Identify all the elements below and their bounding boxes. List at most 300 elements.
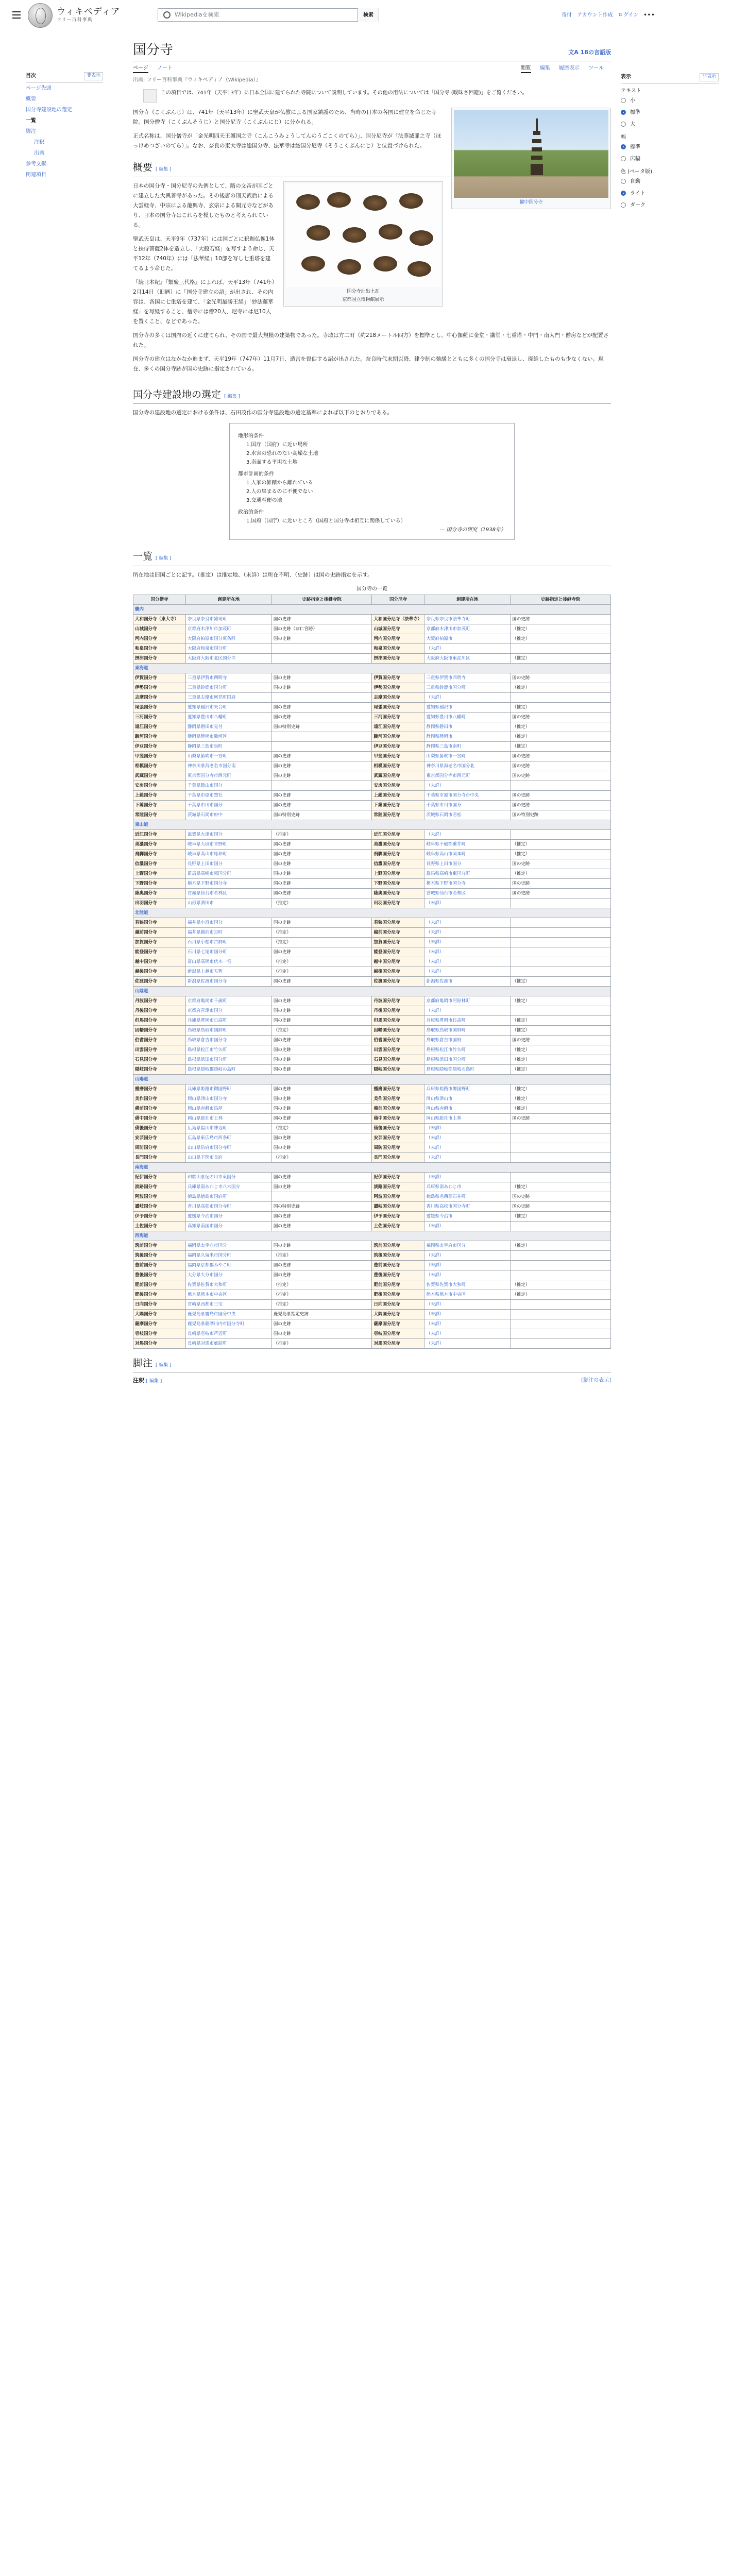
nunnery-cell[interactable]: 信濃国分尼寺 bbox=[372, 859, 424, 869]
location-cell[interactable]: 長野県上田市国分 bbox=[424, 859, 511, 869]
monastery-cell[interactable]: 相模国分寺 bbox=[133, 761, 186, 771]
nunnery-cell[interactable]: 摂津国分尼寺 bbox=[372, 653, 424, 663]
location-cell[interactable]: （未詳） bbox=[424, 1260, 511, 1270]
monastery-cell[interactable]: 日向国分寺 bbox=[133, 1299, 186, 1309]
monastery-cell[interactable]: 下総国分寺 bbox=[133, 800, 186, 810]
location-cell[interactable]: 茨城県石岡市若松 bbox=[424, 810, 511, 820]
nunnery-cell[interactable]: 佐渡国分尼寺 bbox=[372, 976, 424, 986]
nunnery-cell[interactable]: 越前国分尼寺 bbox=[372, 927, 424, 937]
nunnery-cell[interactable]: 但馬国分尼寺 bbox=[372, 1015, 424, 1025]
monastery-cell[interactable]: 越後国分寺 bbox=[133, 967, 186, 976]
region-name[interactable]: 南海道 bbox=[133, 1162, 611, 1172]
nunnery-cell[interactable]: 阿波国分尼寺 bbox=[372, 1192, 424, 1201]
location-cell[interactable]: 徳島県名西郡石井町 bbox=[424, 1192, 511, 1201]
location-cell[interactable]: 静岡県磐田市 bbox=[424, 722, 511, 732]
region-name[interactable]: 東海道 bbox=[133, 663, 611, 673]
monastery-cell[interactable]: 紀伊国分寺 bbox=[133, 1172, 186, 1182]
nunnery-cell[interactable]: 陸奥国分尼寺 bbox=[372, 888, 424, 898]
monastery-cell[interactable]: 飛騨国分寺 bbox=[133, 849, 186, 859]
location-cell[interactable]: 鹿児島県霧島市国分中央 bbox=[185, 1309, 271, 1319]
monastery-cell[interactable]: 近江国分寺 bbox=[133, 829, 186, 839]
monastery-cell[interactable]: 能登国分寺 bbox=[133, 947, 186, 957]
search-button[interactable]: 検索 bbox=[358, 8, 379, 22]
nunnery-cell[interactable]: 隠岐国分尼寺 bbox=[372, 1064, 424, 1074]
location-cell[interactable]: 石川県小松市古府町 bbox=[185, 937, 271, 947]
radio-option[interactable] bbox=[621, 141, 719, 153]
nunnery-cell[interactable]: 尾張国分尼寺 bbox=[372, 702, 424, 712]
location-cell[interactable]: 兵庫県姫路市御国野町 bbox=[424, 1084, 511, 1094]
nunnery-cell[interactable]: 備前国分尼寺 bbox=[372, 1104, 424, 1113]
location-cell[interactable]: 静岡県三島市泉町 bbox=[185, 741, 271, 751]
location-cell[interactable]: 山口県防府市国分寺町 bbox=[185, 1143, 271, 1153]
monastery-cell[interactable]: 甲斐国分寺 bbox=[133, 751, 186, 761]
monastery-cell[interactable]: 出羽国分寺 bbox=[133, 898, 186, 908]
location-cell[interactable]: 福井県小浜市国分 bbox=[185, 918, 271, 927]
nunnery-cell[interactable]: 石見国分尼寺 bbox=[372, 1055, 424, 1064]
location-cell[interactable]: 広島県福山市神辺町 bbox=[185, 1123, 271, 1133]
radio-option[interactable] bbox=[621, 153, 719, 165]
location-cell[interactable]: 千葉県市川市国分 bbox=[424, 800, 511, 810]
show-notes-toggle[interactable]: [脚注の表示] bbox=[581, 1378, 611, 1383]
location-cell[interactable]: （未詳） bbox=[424, 918, 511, 927]
location-cell[interactable]: 岐阜県不破郡垂井町 bbox=[424, 839, 511, 849]
location-cell[interactable]: 高知県南国市国分 bbox=[185, 1221, 271, 1231]
nunnery-cell[interactable]: 加賀国分尼寺 bbox=[372, 937, 424, 947]
location-cell[interactable]: （未詳） bbox=[424, 1172, 511, 1182]
nunnery-cell[interactable]: 周防国分尼寺 bbox=[372, 1143, 424, 1153]
location-cell[interactable]: 岡山県津山市 bbox=[424, 1094, 511, 1104]
monastery-cell[interactable]: 志摩国分寺 bbox=[133, 692, 186, 702]
location-cell[interactable]: 三重県志摩市阿児町国府 bbox=[185, 692, 271, 702]
location-cell[interactable]: （未詳） bbox=[424, 957, 511, 967]
create-account-link[interactable]: アカウント作成 bbox=[577, 12, 613, 18]
location-cell[interactable]: （未詳） bbox=[424, 1329, 511, 1338]
nunnery-cell[interactable]: 出羽国分尼寺 bbox=[372, 898, 424, 908]
radio-option[interactable] bbox=[621, 199, 719, 211]
radio-option[interactable] bbox=[621, 107, 719, 118]
nunnery-cell[interactable]: 下野国分尼寺 bbox=[372, 878, 424, 888]
location-cell[interactable]: 愛知県豊川市八幡町 bbox=[185, 712, 271, 722]
monastery-cell[interactable]: 備後国分寺 bbox=[133, 1123, 186, 1133]
location-cell[interactable]: 静岡県静岡市 bbox=[424, 732, 511, 741]
location-cell[interactable]: 大阪府和泉市国分町 bbox=[185, 643, 271, 653]
nunnery-cell[interactable]: 豊前国分尼寺 bbox=[372, 1260, 424, 1270]
nunnery-cell[interactable]: 安房国分尼寺 bbox=[372, 781, 424, 790]
nunnery-cell[interactable]: 三河国分尼寺 bbox=[372, 712, 424, 722]
location-cell[interactable]: 栃木県下野市国分寺 bbox=[185, 878, 271, 888]
monastery-cell[interactable]: 安芸国分寺 bbox=[133, 1133, 186, 1143]
location-cell[interactable]: 香川県高松市国分寺町 bbox=[185, 1201, 271, 1211]
location-cell[interactable]: 鳥取県倉吉市国府 bbox=[424, 1035, 511, 1045]
nunnery-cell[interactable]: 筑前国分尼寺 bbox=[372, 1241, 424, 1250]
nunnery-cell[interactable]: 長門国分尼寺 bbox=[372, 1153, 424, 1162]
radio-option[interactable] bbox=[621, 176, 719, 188]
location-cell[interactable]: 福岡県太宰府市国分 bbox=[424, 1241, 511, 1250]
location-cell[interactable]: 神奈川県海老名市国分南 bbox=[185, 761, 271, 771]
location-cell[interactable]: 徳島県徳島市国府町 bbox=[185, 1192, 271, 1201]
nunnery-cell[interactable]: 大隅国分尼寺 bbox=[372, 1309, 424, 1319]
location-cell[interactable]: 大分県大分市国分 bbox=[185, 1270, 271, 1280]
nunnery-cell[interactable]: 薩摩国分尼寺 bbox=[372, 1319, 424, 1329]
location-cell[interactable]: 富山県高岡市伏木一宮 bbox=[185, 957, 271, 967]
location-cell[interactable]: （未詳） bbox=[424, 692, 511, 702]
nunnery-cell[interactable]: 遠江国分尼寺 bbox=[372, 722, 424, 732]
login-link[interactable]: ログイン bbox=[618, 12, 639, 18]
nunnery-cell[interactable]: 美作国分尼寺 bbox=[372, 1094, 424, 1104]
location-cell[interactable]: 兵庫県姫路市御国野町 bbox=[185, 1084, 271, 1094]
monastery-cell[interactable]: 佐渡国分寺 bbox=[133, 976, 186, 986]
monastery-cell[interactable]: 土佐国分寺 bbox=[133, 1221, 186, 1231]
site-logo[interactable] bbox=[28, 3, 121, 28]
monastery-cell[interactable]: 上総国分寺 bbox=[133, 790, 186, 800]
location-cell[interactable]: 福岡県太宰府市国分 bbox=[185, 1241, 271, 1250]
location-cell[interactable]: 岡山県総社市上林 bbox=[424, 1113, 511, 1123]
location-cell[interactable]: 愛知県稲沢市 bbox=[424, 702, 511, 712]
location-cell[interactable]: 滋賀県大津市国分 bbox=[185, 829, 271, 839]
location-cell[interactable]: 山梨県笛吹市一宮町 bbox=[424, 751, 511, 761]
location-cell[interactable]: 山形県酒田市 bbox=[185, 898, 271, 908]
tab-history[interactable]: 履歴表示 bbox=[559, 65, 580, 71]
location-cell[interactable]: 兵庫県南あわじ市八木国分 bbox=[185, 1182, 271, 1192]
nunnery-cell[interactable]: 上総国分尼寺 bbox=[372, 790, 424, 800]
nunnery-cell[interactable]: 和泉国分尼寺 bbox=[372, 643, 424, 653]
location-cell[interactable]: 新潟県上越市五智 bbox=[185, 967, 271, 976]
edit-link[interactable]: [ 編集 ] bbox=[146, 1379, 162, 1384]
location-cell[interactable]: （未詳） bbox=[424, 1221, 511, 1231]
location-cell[interactable]: 宮崎県西都市三宅 bbox=[185, 1299, 271, 1309]
nunnery-cell[interactable]: 備中国分尼寺 bbox=[372, 1113, 424, 1123]
monastery-cell[interactable]: 伊賀国分寺 bbox=[133, 673, 186, 683]
location-cell[interactable]: （未詳） bbox=[424, 967, 511, 976]
tab-page[interactable]: ページ bbox=[133, 65, 148, 73]
location-cell[interactable]: 茨城県石岡市府中 bbox=[185, 810, 271, 820]
location-cell[interactable]: 京都府亀岡市千歳町 bbox=[185, 996, 271, 1006]
nunnery-cell[interactable]: 肥前国分尼寺 bbox=[372, 1280, 424, 1290]
location-cell[interactable]: 三重県鈴鹿市国分町 bbox=[185, 683, 271, 692]
location-cell[interactable]: （未詳） bbox=[424, 1299, 511, 1309]
tab-edit[interactable]: 編集 bbox=[539, 65, 550, 71]
location-cell[interactable]: （未詳） bbox=[424, 1270, 511, 1280]
region-name[interactable]: 山陰道 bbox=[133, 986, 611, 996]
toc-item[interactable]: 脚注 bbox=[26, 128, 36, 134]
language-button[interactable]: 文A 18の言語版 bbox=[568, 48, 611, 56]
location-cell[interactable]: （未詳） bbox=[424, 643, 511, 653]
edit-link[interactable]: [ 編集 ] bbox=[156, 1362, 172, 1368]
tab-read[interactable]: 閲覧 bbox=[521, 65, 531, 73]
location-cell[interactable]: 鳥取県鳥取市国府町 bbox=[424, 1025, 511, 1035]
location-cell[interactable]: 山梨県笛吹市一宮町 bbox=[185, 751, 271, 761]
nunnery-cell[interactable]: 伊予国分尼寺 bbox=[372, 1211, 424, 1221]
location-cell[interactable]: 岡山県赤磐市 bbox=[424, 1104, 511, 1113]
location-cell[interactable]: 岐阜県大垣市青野町 bbox=[185, 839, 271, 849]
nunnery-cell[interactable]: 肥後国分尼寺 bbox=[372, 1290, 424, 1299]
monastery-cell[interactable]: 出雲国分寺 bbox=[133, 1045, 186, 1055]
nunnery-cell[interactable]: 備後国分尼寺 bbox=[372, 1123, 424, 1133]
nunnery-cell[interactable]: 紀伊国分尼寺 bbox=[372, 1172, 424, 1182]
location-cell[interactable]: 静岡県磐田市見付 bbox=[185, 722, 271, 732]
nunnery-cell[interactable]: 淡路国分尼寺 bbox=[372, 1182, 424, 1192]
edit-link[interactable]: [ 編集 ] bbox=[156, 167, 172, 172]
monastery-cell[interactable]: 河内国分寺 bbox=[133, 634, 186, 643]
monastery-cell[interactable]: 越前国分寺 bbox=[133, 927, 186, 937]
nunnery-cell[interactable]: 伊賀国分尼寺 bbox=[372, 673, 424, 683]
location-cell[interactable]: （未詳） bbox=[424, 1338, 511, 1348]
location-cell[interactable]: 新潟県佐渡市 bbox=[424, 976, 511, 986]
location-cell[interactable]: 宮城県仙台市若林区 bbox=[424, 888, 511, 898]
location-cell[interactable]: 千葉県館山市国分 bbox=[185, 781, 271, 790]
monastery-cell[interactable]: 隠岐国分寺 bbox=[133, 1064, 186, 1074]
monastery-cell[interactable]: 備前国分寺 bbox=[133, 1104, 186, 1113]
nunnery-cell[interactable]: 伯耆国分尼寺 bbox=[372, 1035, 424, 1045]
location-cell[interactable]: 島根県松江市竹矢町 bbox=[185, 1045, 271, 1055]
nunnery-cell[interactable]: 下総国分尼寺 bbox=[372, 800, 424, 810]
location-cell[interactable]: 愛知県豊川市八幡町 bbox=[424, 712, 511, 722]
monastery-cell[interactable]: 播磨国分寺 bbox=[133, 1084, 186, 1094]
monastery-cell[interactable]: 駿河国分寺 bbox=[133, 732, 186, 741]
monastery-cell[interactable]: 薩摩国分寺 bbox=[133, 1319, 186, 1329]
edit-link[interactable]: [ 編集 ] bbox=[156, 556, 172, 561]
location-cell[interactable]: 三重県伊賀市西明寺 bbox=[185, 673, 271, 683]
nunnery-cell[interactable]: 上野国分尼寺 bbox=[372, 869, 424, 878]
region-name[interactable]: 北陸道 bbox=[133, 908, 611, 918]
tab-talk[interactable]: ノート bbox=[157, 65, 173, 71]
location-cell[interactable]: （未詳） bbox=[424, 781, 511, 790]
location-cell[interactable]: 三重県鈴鹿市国分町 bbox=[424, 683, 511, 692]
monastery-cell[interactable]: 伊勢国分寺 bbox=[133, 683, 186, 692]
location-cell[interactable]: 島根県松江市竹矢町 bbox=[424, 1045, 511, 1055]
toc-item[interactable]: 国分寺建設地の選定 bbox=[26, 107, 72, 113]
location-cell[interactable]: 佐賀県佐賀市大和町 bbox=[424, 1280, 511, 1290]
monastery-cell[interactable]: 因幡国分寺 bbox=[133, 1025, 186, 1035]
location-cell[interactable]: 長崎県壱岐市芦辺町 bbox=[185, 1329, 271, 1338]
location-cell[interactable]: 山口県下関市長府 bbox=[185, 1153, 271, 1162]
location-cell[interactable]: 岐阜県高山市総和町 bbox=[185, 849, 271, 859]
location-cell[interactable]: 東京都国分寺市西元町 bbox=[185, 771, 271, 781]
nunnery-cell[interactable]: 大和国分尼寺（法華寺） bbox=[372, 614, 424, 624]
location-cell[interactable]: 鹿児島県薩摩川内市国分寺町 bbox=[185, 1319, 271, 1329]
location-cell[interactable]: 香川県高松市国分寺町 bbox=[424, 1201, 511, 1211]
toc-hide-button[interactable]: 非表示 bbox=[84, 72, 103, 80]
monastery-cell[interactable]: 上野国分寺 bbox=[133, 869, 186, 878]
nunnery-cell[interactable]: 壱岐国分尼寺 bbox=[372, 1329, 424, 1338]
location-cell[interactable]: 岡山県津山市国分寺 bbox=[185, 1094, 271, 1104]
nunnery-cell[interactable]: 出雲国分尼寺 bbox=[372, 1045, 424, 1055]
location-cell[interactable]: 長崎県対馬市厳原町 bbox=[185, 1338, 271, 1348]
monastery-cell[interactable]: 下野国分寺 bbox=[133, 878, 186, 888]
monastery-cell[interactable]: 美作国分寺 bbox=[133, 1094, 186, 1104]
nunnery-cell[interactable]: 若狭国分尼寺 bbox=[372, 918, 424, 927]
region-name[interactable]: 山陽道 bbox=[133, 1074, 611, 1084]
monastery-cell[interactable]: 但馬国分寺 bbox=[133, 1015, 186, 1025]
nunnery-cell[interactable]: 安芸国分尼寺 bbox=[372, 1133, 424, 1143]
location-cell[interactable]: 千葉県市原市惣社 bbox=[185, 790, 271, 800]
region-name[interactable]: 西海道 bbox=[133, 1231, 611, 1241]
toc-item[interactable]: 出典 bbox=[34, 150, 44, 156]
nunnery-cell[interactable]: 丹後国分尼寺 bbox=[372, 1006, 424, 1015]
nunnery-cell[interactable]: 武蔵国分尼寺 bbox=[372, 771, 424, 781]
nunnery-cell[interactable]: 近江国分尼寺 bbox=[372, 829, 424, 839]
region-name[interactable]: 東山道 bbox=[133, 820, 611, 829]
monastery-cell[interactable]: 大和国分寺（東大寺） bbox=[133, 614, 186, 624]
location-cell[interactable]: （未詳） bbox=[424, 1309, 511, 1319]
location-cell[interactable]: 東京都国分寺市西元町 bbox=[424, 771, 511, 781]
location-cell[interactable]: 鳥取県倉吉市国分寺 bbox=[185, 1035, 271, 1045]
location-cell[interactable]: 京都府木津川市加茂町 bbox=[185, 624, 271, 634]
location-cell[interactable]: （未詳） bbox=[424, 1250, 511, 1260]
monastery-cell[interactable]: 備中国分寺 bbox=[133, 1113, 186, 1123]
monastery-cell[interactable]: 阿波国分寺 bbox=[133, 1192, 186, 1201]
roof-tiles-photo[interactable] bbox=[286, 184, 440, 287]
radio-option[interactable] bbox=[621, 188, 719, 199]
location-cell[interactable]: （未詳） bbox=[424, 1319, 511, 1329]
monastery-cell[interactable]: 豊前国分寺 bbox=[133, 1260, 186, 1270]
monastery-cell[interactable]: 長門国分寺 bbox=[133, 1153, 186, 1162]
toc-item[interactable]: 一覧 bbox=[26, 117, 36, 124]
monastery-cell[interactable]: 大隅国分寺 bbox=[133, 1309, 186, 1319]
toc-item[interactable]: ページ先頭 bbox=[26, 85, 52, 91]
monastery-cell[interactable]: 三河国分寺 bbox=[133, 712, 186, 722]
location-cell[interactable]: 熊本県熊本市中央区 bbox=[424, 1290, 511, 1299]
location-cell[interactable]: 和歌山県紀の川市東国分 bbox=[185, 1172, 271, 1182]
location-cell[interactable]: 静岡県静岡市駿河区 bbox=[185, 732, 271, 741]
toc-item[interactable]: 関連項目 bbox=[26, 172, 46, 178]
tab-tools[interactable]: ツール bbox=[588, 65, 604, 71]
search-input[interactable]: Wikipediaを検索 bbox=[175, 11, 219, 18]
location-cell[interactable]: 新潟県佐渡市国分寺 bbox=[185, 976, 271, 986]
radio-option[interactable] bbox=[621, 95, 719, 107]
location-cell[interactable]: （未詳） bbox=[424, 898, 511, 908]
monastery-cell[interactable]: 摂津国分寺 bbox=[133, 653, 186, 663]
location-cell[interactable]: 岡山県総社市上林 bbox=[185, 1113, 271, 1123]
nunnery-cell[interactable]: 筑後国分尼寺 bbox=[372, 1250, 424, 1260]
location-cell[interactable]: 神奈川県海老名市国分北 bbox=[424, 761, 511, 771]
location-cell[interactable]: 愛知県稲沢市矢合町 bbox=[185, 702, 271, 712]
location-cell[interactable]: 福岡県久留米市国分町 bbox=[185, 1250, 271, 1260]
nunnery-cell[interactable]: 越後国分尼寺 bbox=[372, 967, 424, 976]
nunnery-cell[interactable]: 常陸国分尼寺 bbox=[372, 810, 424, 820]
location-cell[interactable]: 大阪府柏原市 bbox=[424, 634, 511, 643]
nunnery-cell[interactable]: 讃岐国分尼寺 bbox=[372, 1201, 424, 1211]
location-cell[interactable]: （未詳） bbox=[424, 1006, 511, 1015]
location-cell[interactable]: 島根県隠岐郡隠岐の島町 bbox=[424, 1064, 511, 1074]
pagoda-photo[interactable] bbox=[454, 110, 608, 198]
nunnery-cell[interactable]: 駿河国分尼寺 bbox=[372, 732, 424, 741]
nunnery-cell[interactable]: 志摩国分尼寺 bbox=[372, 692, 424, 702]
location-cell[interactable]: 奈良県奈良市雑司町 bbox=[185, 614, 271, 624]
nunnery-cell[interactable]: 山城国分尼寺 bbox=[372, 624, 424, 634]
radio-option[interactable] bbox=[621, 118, 719, 130]
toc-item[interactable]: 注釈 bbox=[34, 139, 44, 145]
monastery-cell[interactable]: 讃岐国分寺 bbox=[133, 1201, 186, 1211]
monastery-cell[interactable]: 常陸国分寺 bbox=[133, 810, 186, 820]
location-cell[interactable]: 京都府宮津市国分 bbox=[185, 1006, 271, 1015]
monastery-cell[interactable]: 壱岐国分寺 bbox=[133, 1329, 186, 1338]
location-cell[interactable]: 奈良県奈良市法華寺町 bbox=[424, 614, 511, 624]
location-cell[interactable]: 長野県上田市国分 bbox=[185, 859, 271, 869]
location-cell[interactable]: 広島県東広島市西条町 bbox=[185, 1133, 271, 1143]
monastery-cell[interactable]: 筑後国分寺 bbox=[133, 1250, 186, 1260]
monastery-cell[interactable]: 遠江国分寺 bbox=[133, 722, 186, 732]
nunnery-cell[interactable]: 美濃国分尼寺 bbox=[372, 839, 424, 849]
monastery-cell[interactable]: 筑前国分寺 bbox=[133, 1241, 186, 1250]
monastery-cell[interactable]: 対馬国分寺 bbox=[133, 1338, 186, 1348]
edit-link[interactable]: [ 編集 ] bbox=[224, 394, 240, 399]
location-cell[interactable]: （未詳） bbox=[424, 1123, 511, 1133]
location-cell[interactable]: 千葉県市原市国分寺台中央 bbox=[424, 790, 511, 800]
monastery-cell[interactable]: 陸奥国分寺 bbox=[133, 888, 186, 898]
nunnery-cell[interactable]: 越中国分尼寺 bbox=[372, 957, 424, 967]
location-cell[interactable]: （未詳） bbox=[424, 1133, 511, 1143]
location-cell[interactable]: 静岡県三島市南町 bbox=[424, 741, 511, 751]
nunnery-cell[interactable]: 日向国分尼寺 bbox=[372, 1299, 424, 1309]
monastery-cell[interactable]: 伊予国分寺 bbox=[133, 1211, 186, 1221]
nunnery-cell[interactable]: 伊勢国分尼寺 bbox=[372, 683, 424, 692]
monastery-cell[interactable]: 丹波国分寺 bbox=[133, 996, 186, 1006]
monastery-cell[interactable]: 伊豆国分寺 bbox=[133, 741, 186, 751]
more-options-icon[interactable]: ••• bbox=[643, 12, 655, 18]
location-cell[interactable]: 岡山県赤磐市馬屋 bbox=[185, 1104, 271, 1113]
toc-item[interactable]: 参考文献 bbox=[26, 161, 46, 167]
location-cell[interactable]: 愛媛県今治市国分 bbox=[185, 1211, 271, 1221]
appearance-hide-button[interactable]: 非表示 bbox=[700, 73, 719, 81]
monastery-cell[interactable]: 淡路国分寺 bbox=[133, 1182, 186, 1192]
figure-subcaption[interactable]: 京都国立博物館展示 bbox=[342, 297, 384, 302]
location-cell[interactable]: 京都府亀岡市河原林町 bbox=[424, 996, 511, 1006]
nunnery-cell[interactable]: 能登国分尼寺 bbox=[372, 947, 424, 957]
location-cell[interactable]: 群馬県高崎市東国分町 bbox=[185, 869, 271, 878]
location-cell[interactable]: 京都府木津川市加茂町 bbox=[424, 624, 511, 634]
monastery-cell[interactable]: 丹後国分寺 bbox=[133, 1006, 186, 1015]
location-cell[interactable]: 石川県七尾市国分町 bbox=[185, 947, 271, 957]
nunnery-cell[interactable]: 河内国分尼寺 bbox=[372, 634, 424, 643]
region-name[interactable]: 畿内 bbox=[133, 604, 611, 614]
nunnery-cell[interactable]: 相模国分尼寺 bbox=[372, 761, 424, 771]
location-cell[interactable]: 愛媛県今治市 bbox=[424, 1211, 511, 1221]
monastery-cell[interactable]: 信濃国分寺 bbox=[133, 859, 186, 869]
monastery-cell[interactable]: 周防国分寺 bbox=[133, 1143, 186, 1153]
location-cell[interactable]: 栃木県下野市国分寺 bbox=[424, 878, 511, 888]
location-cell[interactable]: 宮城県仙台市若林区 bbox=[185, 888, 271, 898]
location-cell[interactable]: （未詳） bbox=[424, 1153, 511, 1162]
location-cell[interactable]: 福岡県京都郡みやこ町 bbox=[185, 1260, 271, 1270]
monastery-cell[interactable]: 石見国分寺 bbox=[133, 1055, 186, 1064]
nunnery-cell[interactable]: 土佐国分尼寺 bbox=[372, 1221, 424, 1231]
location-cell[interactable]: 島根県浜田市国分町 bbox=[185, 1055, 271, 1064]
location-cell[interactable]: 兵庫県豊岡市日高町 bbox=[185, 1015, 271, 1025]
monastery-cell[interactable]: 尾張国分寺 bbox=[133, 702, 186, 712]
location-cell[interactable]: （未詳） bbox=[424, 829, 511, 839]
monastery-cell[interactable]: 武蔵国分寺 bbox=[133, 771, 186, 781]
monastery-cell[interactable]: 肥後国分寺 bbox=[133, 1290, 186, 1299]
location-cell[interactable]: （未詳） bbox=[424, 937, 511, 947]
toc-item[interactable]: 概要 bbox=[26, 96, 36, 102]
monastery-cell[interactable]: 山城国分寺 bbox=[133, 624, 186, 634]
location-cell[interactable]: 三重県伊賀市西明寺 bbox=[424, 673, 511, 683]
donate-link[interactable]: 寄付 bbox=[562, 12, 572, 18]
nunnery-cell[interactable]: 播磨国分尼寺 bbox=[372, 1084, 424, 1094]
monastery-cell[interactable]: 越中国分寺 bbox=[133, 957, 186, 967]
figure-caption[interactable]: 備中国分寺 bbox=[519, 200, 543, 205]
location-cell[interactable]: （未詳） bbox=[424, 927, 511, 937]
search-box[interactable] bbox=[158, 8, 379, 22]
nunnery-cell[interactable]: 因幡国分尼寺 bbox=[372, 1025, 424, 1035]
nunnery-cell[interactable]: 飛騨国分尼寺 bbox=[372, 849, 424, 859]
monastery-cell[interactable]: 和泉国分寺 bbox=[133, 643, 186, 653]
monastery-cell[interactable]: 伯耆国分寺 bbox=[133, 1035, 186, 1045]
location-cell[interactable]: 兵庫県南あわじ市 bbox=[424, 1182, 511, 1192]
location-cell[interactable]: 千葉県市川市国分 bbox=[185, 800, 271, 810]
location-cell[interactable]: （未詳） bbox=[424, 947, 511, 957]
